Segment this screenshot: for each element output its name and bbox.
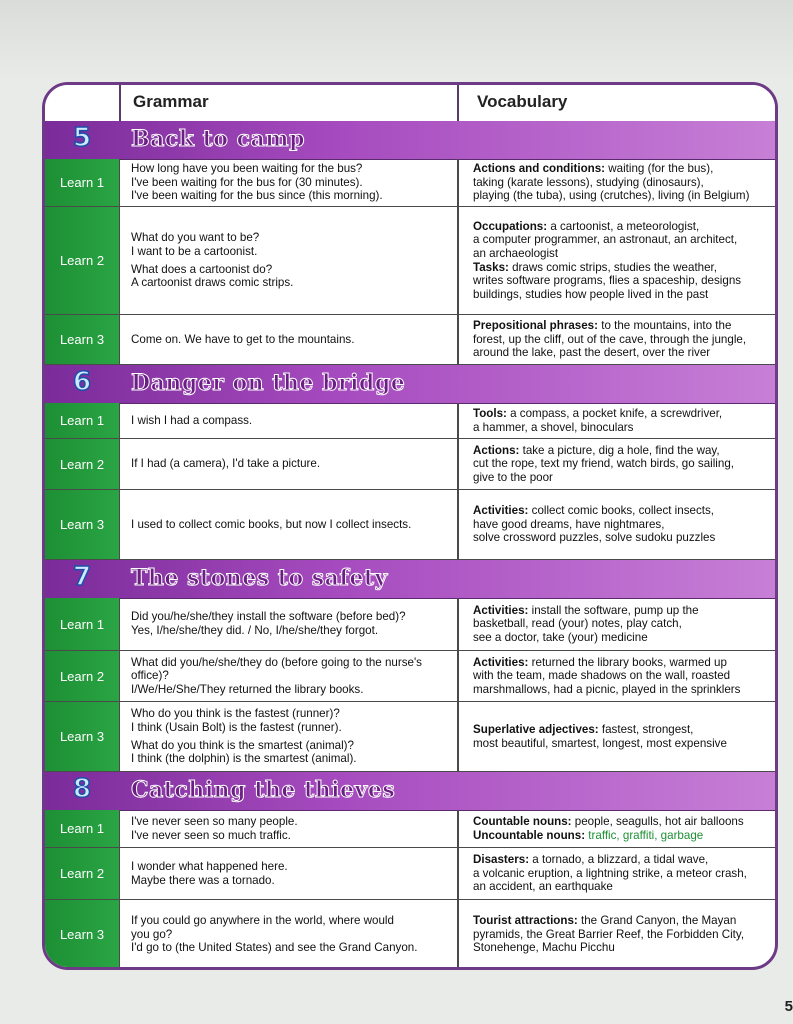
vocabulary-items: forest, up the cliff, out of the cave, through the jungle, bbox=[473, 332, 747, 346]
vocabulary-items: collect comic books, collect insects, bbox=[528, 504, 714, 518]
vocabulary-items: a computer programmer, an astronaut, an architect, bbox=[473, 233, 738, 247]
vocabulary-items: an accident, an earthquake bbox=[473, 880, 613, 894]
vocabulary-line bbox=[473, 617, 767, 631]
lesson-label: Learn 1 bbox=[45, 598, 120, 650]
column-divider bbox=[457, 848, 459, 899]
syllabus-table bbox=[42, 82, 778, 970]
vocabulary-items: around the lake, past the desert, over the river bbox=[473, 346, 711, 360]
vocabulary-line bbox=[473, 928, 767, 942]
vocabulary-cell bbox=[473, 900, 767, 969]
vocabulary-category: Actions: bbox=[473, 443, 520, 457]
table-row bbox=[45, 315, 775, 365]
column-divider bbox=[457, 207, 459, 314]
vocabulary-category: Countable nouns: bbox=[473, 814, 572, 828]
column-divider bbox=[457, 439, 459, 489]
vocabulary-line bbox=[473, 233, 767, 247]
header-divider bbox=[457, 85, 459, 121]
table-row bbox=[45, 598, 775, 651]
table-row bbox=[45, 651, 775, 702]
grammar-line: I wonder what happened here. bbox=[131, 859, 288, 873]
vocabulary-items: a tornado, a blizzard, a tidal wave, bbox=[529, 853, 709, 867]
table-row bbox=[45, 439, 775, 490]
vocabulary-category: Tools: bbox=[473, 406, 507, 420]
vocabulary-items: a hammer, a shovel, binoculars bbox=[473, 420, 634, 434]
grammar-cell bbox=[131, 900, 451, 969]
vocabulary-items: taking (karate lessons), studying (dinosaurs), bbox=[473, 175, 704, 189]
vocabulary-line bbox=[473, 867, 767, 881]
grammar-cell bbox=[131, 207, 451, 314]
grammar-line: I think (the dolphin) is the smartest (animal). bbox=[131, 752, 357, 766]
vocabulary-line bbox=[473, 319, 767, 333]
vocabulary-line bbox=[473, 247, 767, 261]
vocabulary-line bbox=[473, 631, 767, 645]
vocabulary-line bbox=[473, 504, 767, 518]
vocabulary-category: Superlative adjectives: bbox=[473, 722, 599, 736]
table-header bbox=[45, 85, 775, 123]
grammar-line: If I had (a camera), I'd take a picture. bbox=[131, 457, 321, 471]
vocabulary-items: cut the rope, text my friend, watch birds, go sailing, bbox=[473, 457, 734, 471]
grammar-line: Come on. We have to get to the mountains. bbox=[131, 332, 355, 346]
grammar-cell bbox=[131, 598, 451, 650]
vocabulary-line bbox=[473, 333, 767, 347]
vocabulary-cell bbox=[473, 439, 767, 489]
table-row bbox=[45, 403, 775, 439]
unit-title: Back to camp bbox=[131, 126, 305, 152]
grammar-cell bbox=[131, 702, 451, 771]
grammar-line: Who do you think is the fastest (runner)? bbox=[131, 707, 340, 721]
vocabulary-cell bbox=[473, 651, 767, 701]
lesson-label: Learn 3 bbox=[45, 315, 120, 364]
grammar-line: I'd go to (the United States) and see the Grand Canyon. bbox=[131, 941, 418, 955]
vocabulary-items: install the software, pump up the bbox=[528, 603, 699, 617]
vocabulary-items: a volcanic eruption, a lightning strike, a meteor crash, bbox=[473, 866, 747, 880]
vocabulary-cell bbox=[473, 702, 767, 771]
vocabulary-line bbox=[473, 914, 767, 928]
vocabulary-line bbox=[473, 220, 767, 234]
header-divider bbox=[119, 85, 121, 121]
column-divider bbox=[457, 651, 459, 701]
grammar-line: Yes, I/he/she/they did. / No, I/he/she/they forgot. bbox=[131, 624, 379, 637]
column-divider bbox=[457, 900, 459, 969]
vocabulary-items: the Grand Canyon, the Mayan bbox=[577, 914, 737, 928]
vocabulary-line bbox=[473, 604, 767, 618]
unit-title: Danger on the bridge bbox=[131, 370, 406, 396]
vocabulary-items: a compass, a pocket knife, a screwdriver, bbox=[506, 406, 723, 420]
column-divider bbox=[457, 702, 459, 771]
vocabulary-line bbox=[473, 457, 767, 471]
unit-banner bbox=[45, 772, 775, 811]
vocabulary-line bbox=[473, 261, 767, 275]
vocabulary-items: most beautiful, smartest, longest, most expensive bbox=[473, 736, 727, 750]
grammar-cell bbox=[131, 848, 451, 899]
vocabulary-line bbox=[473, 815, 767, 829]
vocabulary-category: Activities: bbox=[473, 655, 529, 669]
vocabulary-category: Disasters: bbox=[473, 853, 530, 867]
unit-title: The stones to safety bbox=[131, 565, 388, 591]
table-row bbox=[45, 159, 775, 207]
grammar-line: I wish I had a compass. bbox=[131, 413, 253, 427]
vocabulary-line bbox=[473, 274, 767, 288]
grammar-line: I want to be a cartoonist. bbox=[131, 244, 258, 258]
unit-number: 7 bbox=[72, 562, 92, 592]
vocabulary-line bbox=[473, 189, 767, 203]
vocabulary-category: Uncountable nouns: bbox=[473, 828, 586, 842]
vocabulary-items: solve crossword puzzles, solve sudoku puzzles bbox=[473, 531, 716, 545]
vocabulary-line bbox=[473, 471, 767, 485]
table-row bbox=[45, 848, 775, 900]
vocabulary-cell bbox=[473, 848, 767, 899]
grammar-line: Maybe there was a tornado. bbox=[131, 873, 275, 887]
unit-banner bbox=[45, 365, 775, 404]
vocabulary-category: Actions and conditions: bbox=[473, 162, 606, 176]
unit-number: 5 bbox=[72, 123, 92, 153]
vocabulary-items: a cartoonist, a meteorologist, bbox=[547, 219, 700, 233]
page-number: 5 bbox=[784, 998, 793, 1015]
unit-number: 6 bbox=[72, 367, 92, 397]
grammar-line: What do you think is the smartest (animal)? bbox=[131, 738, 354, 752]
table-row bbox=[45, 900, 775, 970]
vocabulary-items: fastest, strongest, bbox=[598, 722, 694, 736]
vocabulary-items: basketball, read (your) notes, play catch, bbox=[473, 617, 682, 631]
vocabulary-cell bbox=[473, 159, 767, 206]
vocabulary-items: traffic, graffiti, garbage bbox=[585, 828, 704, 842]
vocabulary-items: returned the library books, warmed up bbox=[528, 655, 727, 669]
lesson-label: Learn 2 bbox=[45, 207, 120, 314]
vocabulary-items: draws comic strips, studies the weather, bbox=[508, 260, 718, 274]
vocabulary-line bbox=[473, 829, 767, 843]
lesson-label: Learn 2 bbox=[45, 848, 120, 899]
vocabulary-cell bbox=[473, 598, 767, 650]
table-row bbox=[45, 490, 775, 560]
vocabulary-line bbox=[473, 421, 767, 435]
vocabulary-category: Activities: bbox=[473, 504, 529, 518]
vocabulary-line bbox=[473, 407, 767, 421]
vocabulary-line bbox=[473, 737, 767, 751]
vocabulary-cell bbox=[473, 490, 767, 559]
vocabulary-category: Prepositional phrases: bbox=[473, 319, 598, 333]
vocabulary-line bbox=[473, 518, 767, 532]
vocabulary-category: Tourist attractions: bbox=[473, 914, 578, 928]
vocabulary-line bbox=[473, 346, 767, 360]
vocabulary-cell bbox=[473, 810, 767, 847]
vocabulary-cell bbox=[473, 315, 767, 364]
vocabulary-line bbox=[473, 656, 767, 670]
vocabulary-heading: Vocabulary bbox=[477, 92, 568, 111]
vocabulary-category: Activities: bbox=[473, 603, 529, 617]
vocabulary-cell bbox=[473, 403, 767, 438]
vocabulary-line bbox=[473, 288, 767, 302]
lesson-label: Learn 1 bbox=[45, 159, 120, 206]
vocabulary-line bbox=[473, 176, 767, 190]
vocabulary-items: playing (the tuba), using (crutches), living (in Belgium) bbox=[473, 189, 750, 203]
grammar-cell bbox=[131, 651, 451, 701]
vocabulary-items: people, seagulls, hot air balloons bbox=[571, 814, 744, 828]
grammar-cell bbox=[131, 810, 451, 847]
lesson-label: Learn 3 bbox=[45, 702, 120, 771]
table-row bbox=[45, 702, 775, 772]
grammar-cell bbox=[131, 490, 451, 559]
vocabulary-line bbox=[473, 444, 767, 458]
vocabulary-line bbox=[473, 162, 767, 176]
grammar-cell bbox=[131, 439, 451, 489]
vocabulary-line bbox=[473, 853, 767, 867]
unit-number: 8 bbox=[72, 774, 92, 804]
grammar-line: What do you want to be? bbox=[131, 231, 260, 245]
vocabulary-line bbox=[473, 880, 767, 894]
grammar-line: I think (Usain Bolt) is the fastest (runner). bbox=[131, 720, 342, 734]
grammar-cell bbox=[131, 403, 451, 438]
vocabulary-items: take a picture, dig a hole, find the way, bbox=[519, 443, 720, 457]
grammar-line: I've been waiting for the bus since (this morning). bbox=[131, 189, 383, 203]
grammar-line: If you could go anywhere in the world, where would bbox=[131, 914, 394, 928]
vocabulary-category: Tasks: bbox=[473, 260, 509, 274]
vocabulary-items: pyramids, the Great Barrier Reef, the Forbidden City, bbox=[473, 927, 745, 941]
lesson-label: Learn 2 bbox=[45, 439, 120, 489]
grammar-line: I've never seen so many people. bbox=[131, 814, 298, 828]
page-background bbox=[0, 0, 793, 80]
vocabulary-items: see a doctor, take (your) medicine bbox=[473, 630, 648, 644]
table-row bbox=[45, 810, 775, 848]
lesson-label: Learn 3 bbox=[45, 490, 120, 559]
lesson-label: Learn 1 bbox=[45, 810, 120, 847]
vocabulary-items: to the mountains, into the bbox=[598, 319, 732, 333]
vocabulary-category: Occupations: bbox=[473, 219, 548, 233]
lesson-label: Learn 3 bbox=[45, 900, 120, 969]
vocabulary-line bbox=[473, 941, 767, 955]
vocabulary-items: buildings, studies how people lived in the past bbox=[473, 287, 709, 301]
vocabulary-items: Stonehenge, Machu Picchu bbox=[473, 941, 615, 955]
vocabulary-items: with the team, made shadows on the wall, roasted bbox=[473, 669, 731, 683]
column-divider bbox=[457, 810, 459, 847]
grammar-line: I/We/He/She/They returned the library books. bbox=[131, 682, 364, 696]
grammar-line: A cartoonist draws comic strips. bbox=[131, 276, 294, 290]
grammar-line: office)? bbox=[131, 669, 169, 683]
grammar-line: I've never seen so much traffic. bbox=[131, 828, 291, 842]
vocabulary-items: waiting (for the bus), bbox=[605, 162, 714, 176]
vocabulary-line bbox=[473, 723, 767, 737]
unit-banner bbox=[45, 560, 775, 599]
unit-title: Catching the thieves bbox=[131, 777, 396, 803]
lesson-label: Learn 1 bbox=[45, 403, 120, 438]
grammar-cell bbox=[131, 159, 451, 206]
vocabulary-items: have good dreams, have nightmares, bbox=[473, 517, 665, 531]
grammar-line: Did you/he/she/they install the software (before bed)? bbox=[131, 610, 406, 624]
grammar-cell bbox=[131, 315, 451, 364]
table-row bbox=[45, 207, 775, 315]
grammar-line: What did you/he/she/they do (before going to the nurse's bbox=[131, 655, 422, 669]
grammar-line: I used to collect comic books, but now I collect insects. bbox=[131, 517, 412, 531]
lesson-label: Learn 2 bbox=[45, 651, 120, 701]
vocabulary-line bbox=[473, 531, 767, 545]
grammar-heading: Grammar bbox=[133, 92, 209, 111]
vocabulary-line bbox=[473, 683, 767, 697]
grammar-line: What does a cartoonist do? bbox=[131, 262, 273, 276]
grammar-line: I've been waiting for the bus for (30 minutes). bbox=[131, 175, 363, 189]
vocabulary-items: give to the poor bbox=[473, 470, 553, 484]
column-divider bbox=[457, 159, 459, 206]
column-divider bbox=[457, 315, 459, 364]
vocabulary-items: writes software programs, flies a spaceship, designs bbox=[473, 274, 742, 288]
grammar-line: you go? bbox=[131, 927, 173, 941]
unit-banner bbox=[45, 121, 775, 160]
column-divider bbox=[457, 598, 459, 650]
column-divider bbox=[457, 490, 459, 559]
grammar-line: How long have you been waiting for the bus? bbox=[131, 162, 363, 176]
vocabulary-items: marshmallows, had a picnic, played in the sprinklers bbox=[473, 682, 741, 696]
vocabulary-line bbox=[473, 669, 767, 683]
vocabulary-cell bbox=[473, 207, 767, 314]
vocabulary-items: an archaeologist bbox=[473, 246, 559, 260]
column-divider bbox=[457, 403, 459, 438]
